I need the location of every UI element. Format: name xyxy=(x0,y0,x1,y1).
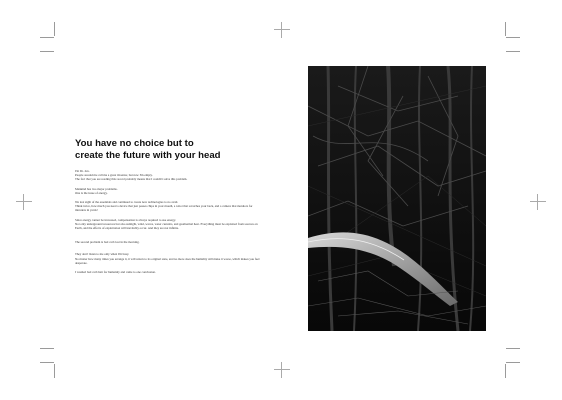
crop-mark xyxy=(54,364,55,378)
text-line: The second problem is bad carb lost in the morning. xyxy=(75,240,140,245)
crop-mark xyxy=(40,51,54,52)
registration-mark-left xyxy=(16,194,32,210)
text-line: No matter how many times you arrange it, it will return to its original state, and no more does the humidity still make it worse, which makes you feel desperate. xyxy=(75,256,260,265)
paragraph xyxy=(75,169,263,182)
crop-mark xyxy=(506,37,520,38)
registration-mark-right xyxy=(530,194,546,210)
crop-mark xyxy=(40,348,54,349)
text-line: One is the issue of energy. xyxy=(75,190,108,195)
text-line: Not only underground resources but also sunlight, wind, waves, water currents, and geothermal heat. Everything must be exploited from sources on Earth, and the effects of exploitation will inevitably occur. And they are not infinite. xyxy=(75,221,258,231)
text-line: Mankind has two major problems. xyxy=(75,186,118,191)
forest-photo xyxy=(308,66,486,331)
registration-mark-top xyxy=(274,22,290,38)
crop-mark xyxy=(506,362,520,363)
article xyxy=(75,138,263,279)
paragraph xyxy=(75,187,263,195)
paragraph xyxy=(75,240,263,244)
paragraph xyxy=(75,270,263,274)
text-line: The fact that you are reading this record probably means that I couldn't solve this problem. xyxy=(75,177,188,182)
title-line: create the future with your head xyxy=(75,149,221,161)
text-line: We lost sight of the essentials and continued to create new technologies to no avail. xyxy=(75,200,179,205)
crop-mark xyxy=(506,51,520,52)
text-line: I washed bad carb hair for humanity and came to one conclusion. xyxy=(75,270,156,275)
crop-mark xyxy=(40,362,54,363)
title-line: You have no choice but to xyxy=(75,138,194,149)
crop-mark xyxy=(505,22,506,36)
article-title xyxy=(75,138,263,161)
paragraph xyxy=(75,218,263,231)
paragraph xyxy=(75,252,263,265)
text-line: Since energy cannot be increased, compensation is always required to use energy. xyxy=(75,217,176,222)
text-line: People around me call me a great inventor, but now I'm empty. xyxy=(75,173,153,178)
crop-mark xyxy=(505,364,506,378)
crop-mark xyxy=(54,22,55,36)
crop-mark xyxy=(506,348,520,349)
text-line: They don't listen to me only when I'm busy. xyxy=(75,252,130,257)
text-line: I'm Dr. Jon. xyxy=(75,169,90,173)
crop-mark xyxy=(40,37,54,38)
registration-mark-bottom xyxy=(274,362,290,378)
text-line: Think twice, how much you need a device that just passes chips in your mouth, a robot that scratches your back, and a camera that monitors for intruders in yards! xyxy=(75,204,253,213)
paragraph xyxy=(75,200,263,213)
